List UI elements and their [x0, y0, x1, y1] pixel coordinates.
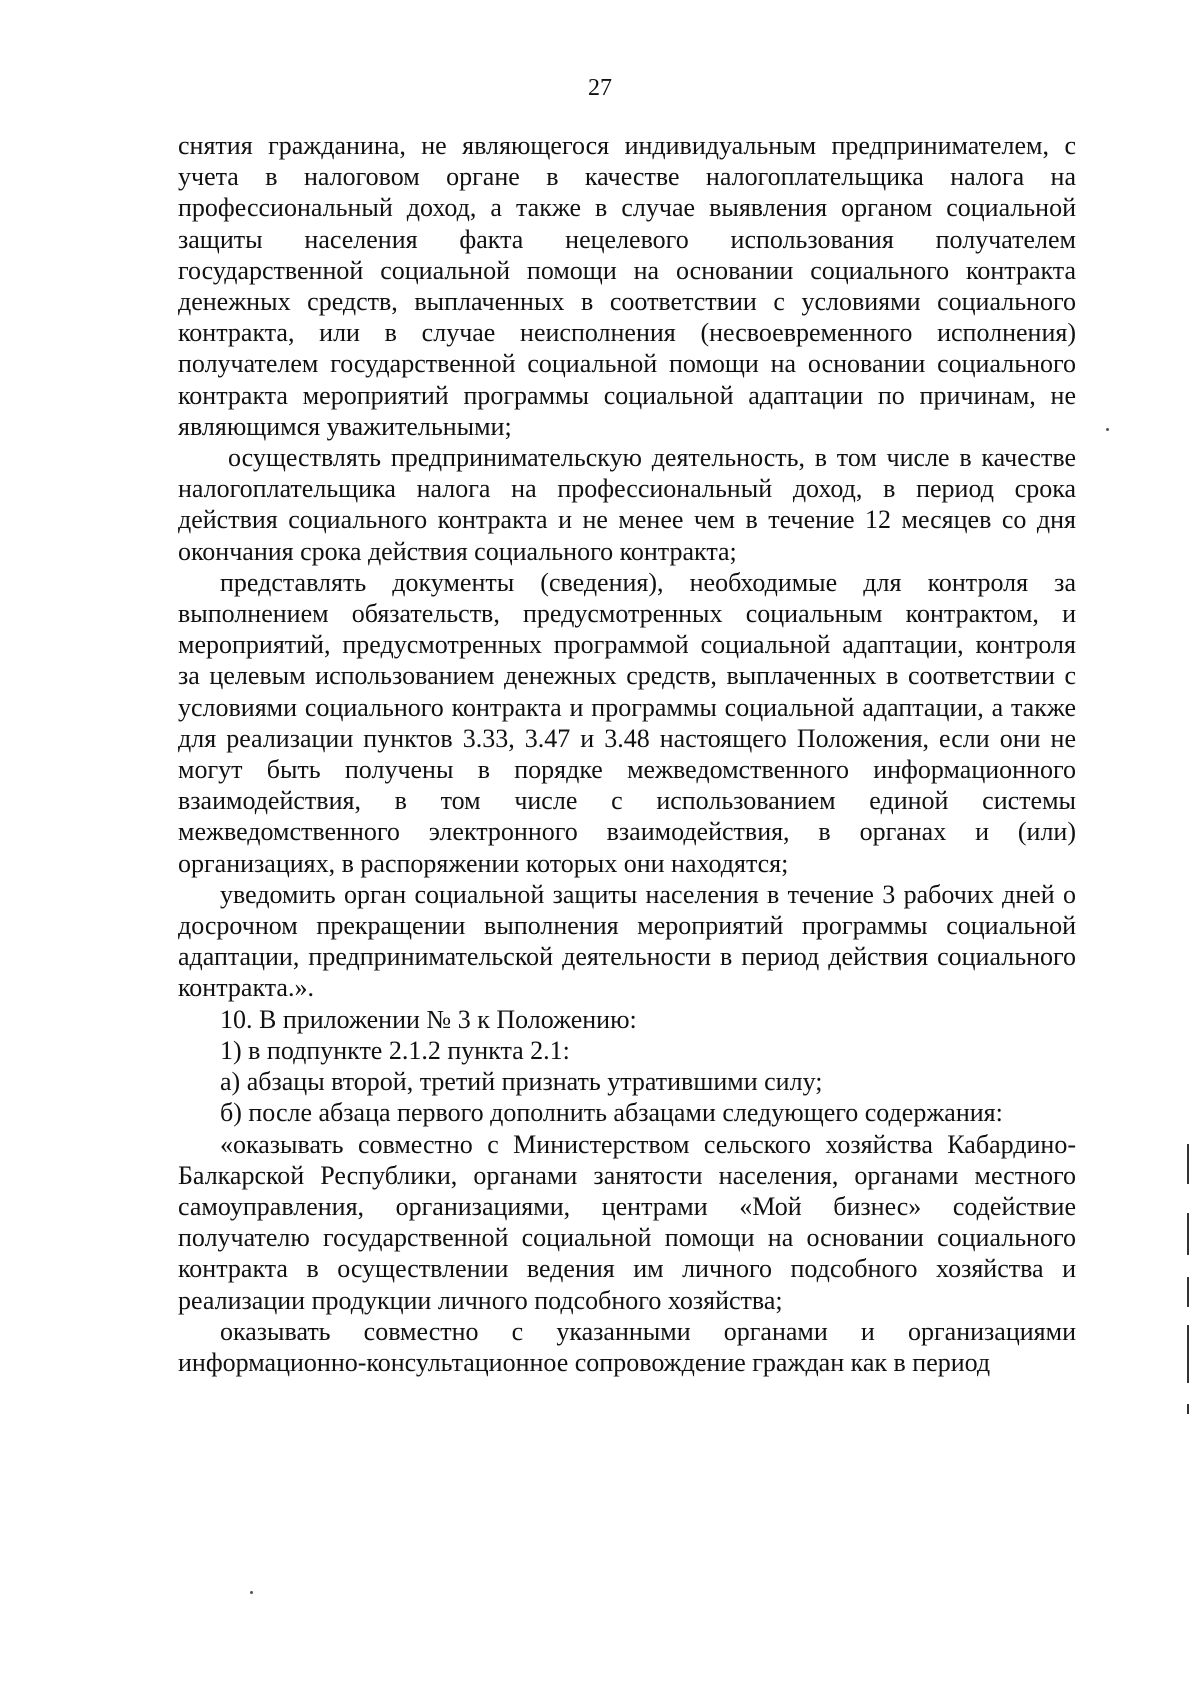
scan-mark [1187, 1325, 1189, 1383]
page-number: 27 [588, 75, 612, 101]
paragraph: осуществлять предпринимательскую деятельность, в том числе в качестве налогоплательщика налога на профессиональный доход, в период срока действия социального контракта и не менее чем в течение 12 месяцев со дня окончания срока действия социального контракта; [178, 443, 1076, 566]
paragraph: б) после абзаца первого дополнить абзацами следующего содержания: [220, 1098, 1003, 1128]
paragraph: а) абзацы второй, третий признать утратившими силу; [220, 1067, 823, 1097]
scan-dot [250, 1591, 253, 1594]
scan-mark [1187, 1144, 1189, 1184]
paragraph: 10. В приложении № 3 к Положению: [220, 1004, 637, 1034]
paragraph: снятия гражданина, не являющегося индивидуальным предпринимателем, с учета в налоговом органе в качестве налогоплательщика налога на профессиональный доход, а также в случае выявления органом социальной защиты населения факта нецелевого использования получателем государственной социальной помощи на основании социального контракта денежных средств, выплаченных в соответствии с условиями социального контракта, или в случае неисполнения (несвоевременного исполнения) получателем государственной социальной помощи на основании социального контракта мероприятий программы социальной адаптации по причинам, не являющимся уважительными; [178, 131, 1076, 441]
document-body [178, 130, 1076, 1378]
paragraph: 1) в подпункте 2.1.2 пункта 2.1: [220, 1035, 570, 1065]
scan-mark [1187, 1213, 1189, 1255]
paragraph: уведомить орган социальной защиты населения в течение 3 рабочих дней о досрочном прекращении выполнения мероприятий программы социальной адаптации, предпринимательской деятельности в период действия социального контракта.». [178, 879, 1076, 1003]
scan-dot [1106, 428, 1109, 431]
paragraph: представлять документы (сведения), необходимые для контроля за выполнением обязательств, предусмотренных социальным контрактом, и мероприятий, предусмотренных программой социальной адаптации, контроля за целевым использованием денежных средств, выплаченных в соответствии с условиями социального контракта и программы социальной адаптации, а также для реализации пунктов 3.33, 3.47 и 3.48 настоящего Положения, если они не могут быть получены в порядке межведомственного информационного взаимодействия, в том числе с использованием единой системы межведомственного электронного взаимодействия, в органах и (или) организациях, в распоряжении которых они находятся; [178, 567, 1076, 878]
paragraph: оказывать совместно с указанными органами и организациями информационно-консультационное сопровождение граждан как в период [178, 1316, 1076, 1377]
scan-mark [1187, 1404, 1189, 1414]
paragraph: «оказывать совместно с Министерством сельского хозяйства Кабардино-Балкарской Республики, органами занятости населения, органами местного самоуправления, организациями, центрами «Мой бизнес» содействие получателю государственной социальной помощи на основании социального контракта в осуществлении ведения им личного подсобного хозяйства и реализации продукции личного подсобного хозяйства; [178, 1129, 1076, 1315]
scan-mark [1187, 1277, 1189, 1307]
